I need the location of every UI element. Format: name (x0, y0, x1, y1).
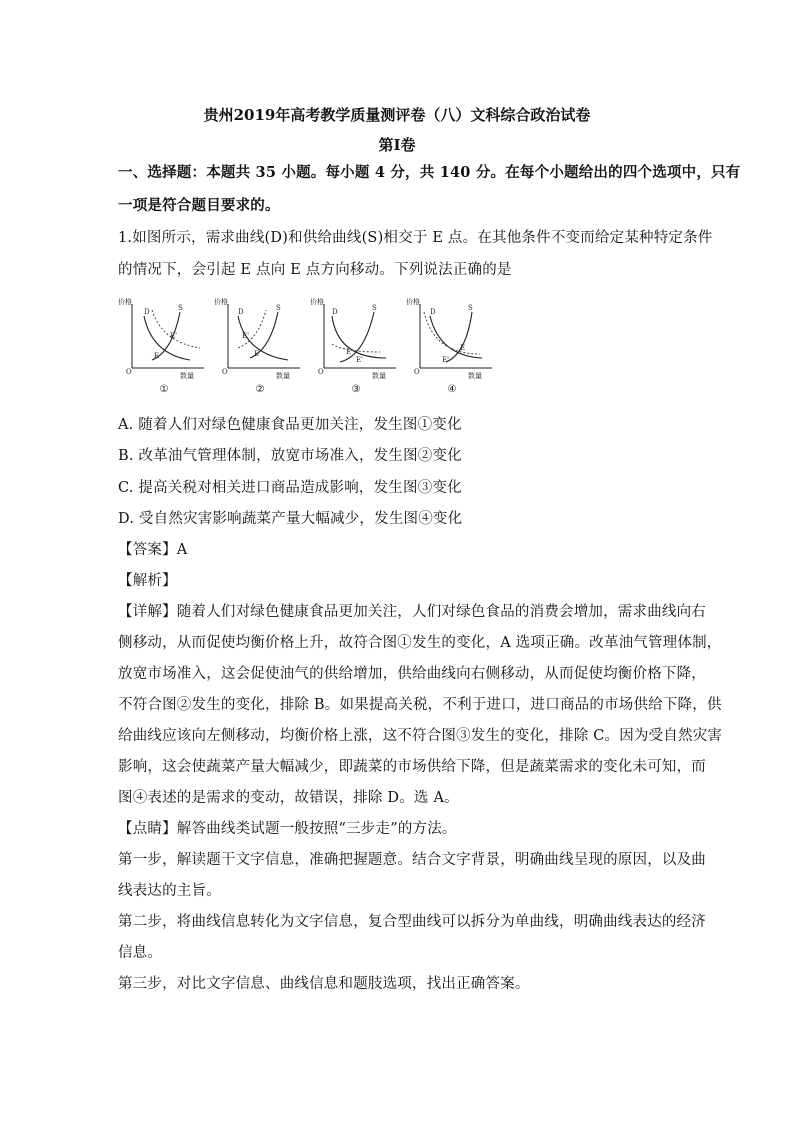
graph-e2-label: E' (442, 356, 450, 364)
graph-1 (118, 296, 210, 400)
option-d: D. 受自然灾害影响蔬菜产量大幅减少，发生图④变化 (118, 511, 463, 527)
graph-caption: ③ (351, 384, 361, 395)
graph-e-label: E (460, 344, 466, 352)
graph-d-label: D (238, 308, 244, 316)
step2-line-1: 第二步，将曲线信息转化为文字信息，复合型曲线可以拆分为单曲线，明确曲线表达的经济 (118, 914, 706, 930)
graph-x-label: 数量 (276, 372, 290, 380)
answer-label: 【答案】A (118, 542, 188, 558)
graph-x-label: 数量 (180, 372, 194, 380)
detail-line-5: 给曲线应该向左侧移动，均衡价格上涨，这不符合图③发生的变化，排除 C。因为受自然灾害 (118, 728, 723, 744)
graph-s-label: S (276, 304, 281, 312)
graph-s-label: S (372, 304, 377, 312)
analysis-label: 【解析】 (118, 573, 177, 589)
option-a: A. 随着人们对绿色健康食品更加关注，发生图①变化 (118, 417, 462, 433)
graph-d-label: D (430, 308, 436, 316)
detail-line-6: 影响，这会使蔬菜产量大幅减少，即蔬菜的市场供给下降，但是蔬菜需求的变化未可知，而 (118, 759, 706, 775)
graph-3 (310, 296, 402, 400)
graph-origin: O (222, 368, 228, 376)
detail-line-3: 放宽市场准入，这会促使油气的供给增加，供给曲线向右侧移动，从而促使均衡价格下降， (118, 666, 706, 682)
graph-e-label: E (154, 352, 160, 360)
graph-e2-label: E' (242, 332, 250, 340)
detail-line-1: 【详解】随着人们对绿色健康食品更加关注，人们对绿色食品的消费会增加，需求曲线向右 (118, 604, 706, 620)
graph-y-label: 价格 (214, 298, 228, 306)
step1-line-2: 线表达的主旨。 (118, 883, 221, 899)
graph-s-label: S (468, 304, 473, 312)
question-line-1: 1.如图所示，需求曲线(D)和供给曲线(S)相交于 E 点。在其他条件不变而给定某种特定条件 (118, 230, 713, 246)
graph-e-label: E (346, 348, 352, 356)
step2-line-2: 信息。 (118, 945, 163, 961)
graph-e2-label: E' (356, 356, 364, 364)
document-title: 贵州2019年高考教学质量测评卷（八）文科综合政治试卷 (203, 106, 591, 124)
graph-x-label: 数量 (468, 372, 482, 380)
graph-origin: O (126, 368, 132, 376)
detail-line-2: 侧移动，从而促使均衡价格上升，故符合图①发生的变化，A 选项正确。改革油气管理体制， (118, 635, 722, 651)
option-c: C. 提高关税对相关进口商品造成影响，发生图③变化 (118, 480, 462, 496)
graph-caption: ④ (447, 384, 457, 395)
graph-d-label: D (332, 308, 338, 316)
graph-origin: O (318, 368, 324, 376)
graph-caption: ② (255, 384, 265, 395)
graph-y-label: 价格 (118, 298, 132, 306)
graph-e2-label: E' (170, 332, 178, 340)
graph-x-label: 数量 (372, 372, 386, 380)
step1-line-1: 第一步，解读题干文字信息，准确把握题意。结合文字背景，明确曲线呈现的原因，以及曲 (118, 852, 706, 868)
question-line-2: 的情况下，会引起 E 点向 E 点方向移动。下列说法正确的是 (118, 262, 512, 278)
instruction-line-2: 一项是符合题目要求的。 (118, 197, 280, 214)
graph-2 (214, 296, 306, 400)
tip-line-1: 【点睛】解答曲线类试题一般按照“三步走”的方法。 (118, 821, 457, 837)
graph-caption: ① (159, 384, 169, 395)
option-b: B. 改革油气管理体制，放宽市场准入，发生图②变化 (118, 448, 462, 464)
graph-s-label: S (178, 304, 183, 312)
instruction-line-1: 一、选择题：本题共 35 小题。每小题 4 分，共 140 分。在每个小题给出的四个选项中，只有 (118, 164, 741, 181)
graph-4 (406, 296, 498, 400)
graph-d-label: D (144, 308, 150, 316)
detail-line-4: 不符合图②发生的变化，排除 B。如果提高关税，不利于进口，进口商品的市场供给下降，供 (118, 697, 722, 713)
graph-y-label: 价格 (310, 298, 324, 306)
step3-line-1: 第三步，对比文字信息、曲线信息和题肢选项，找出正确答案。 (118, 976, 530, 992)
graph-e-label: E (254, 350, 260, 358)
supply-demand-figures (118, 296, 498, 400)
graph-y-label: 价格 (406, 298, 420, 306)
detail-line-7: 图④表述的是需求的变动，故错误，排除 D。选 A。 (118, 790, 459, 806)
graph-origin: O (414, 368, 420, 376)
section-heading: 第Ⅰ卷 (378, 136, 416, 154)
